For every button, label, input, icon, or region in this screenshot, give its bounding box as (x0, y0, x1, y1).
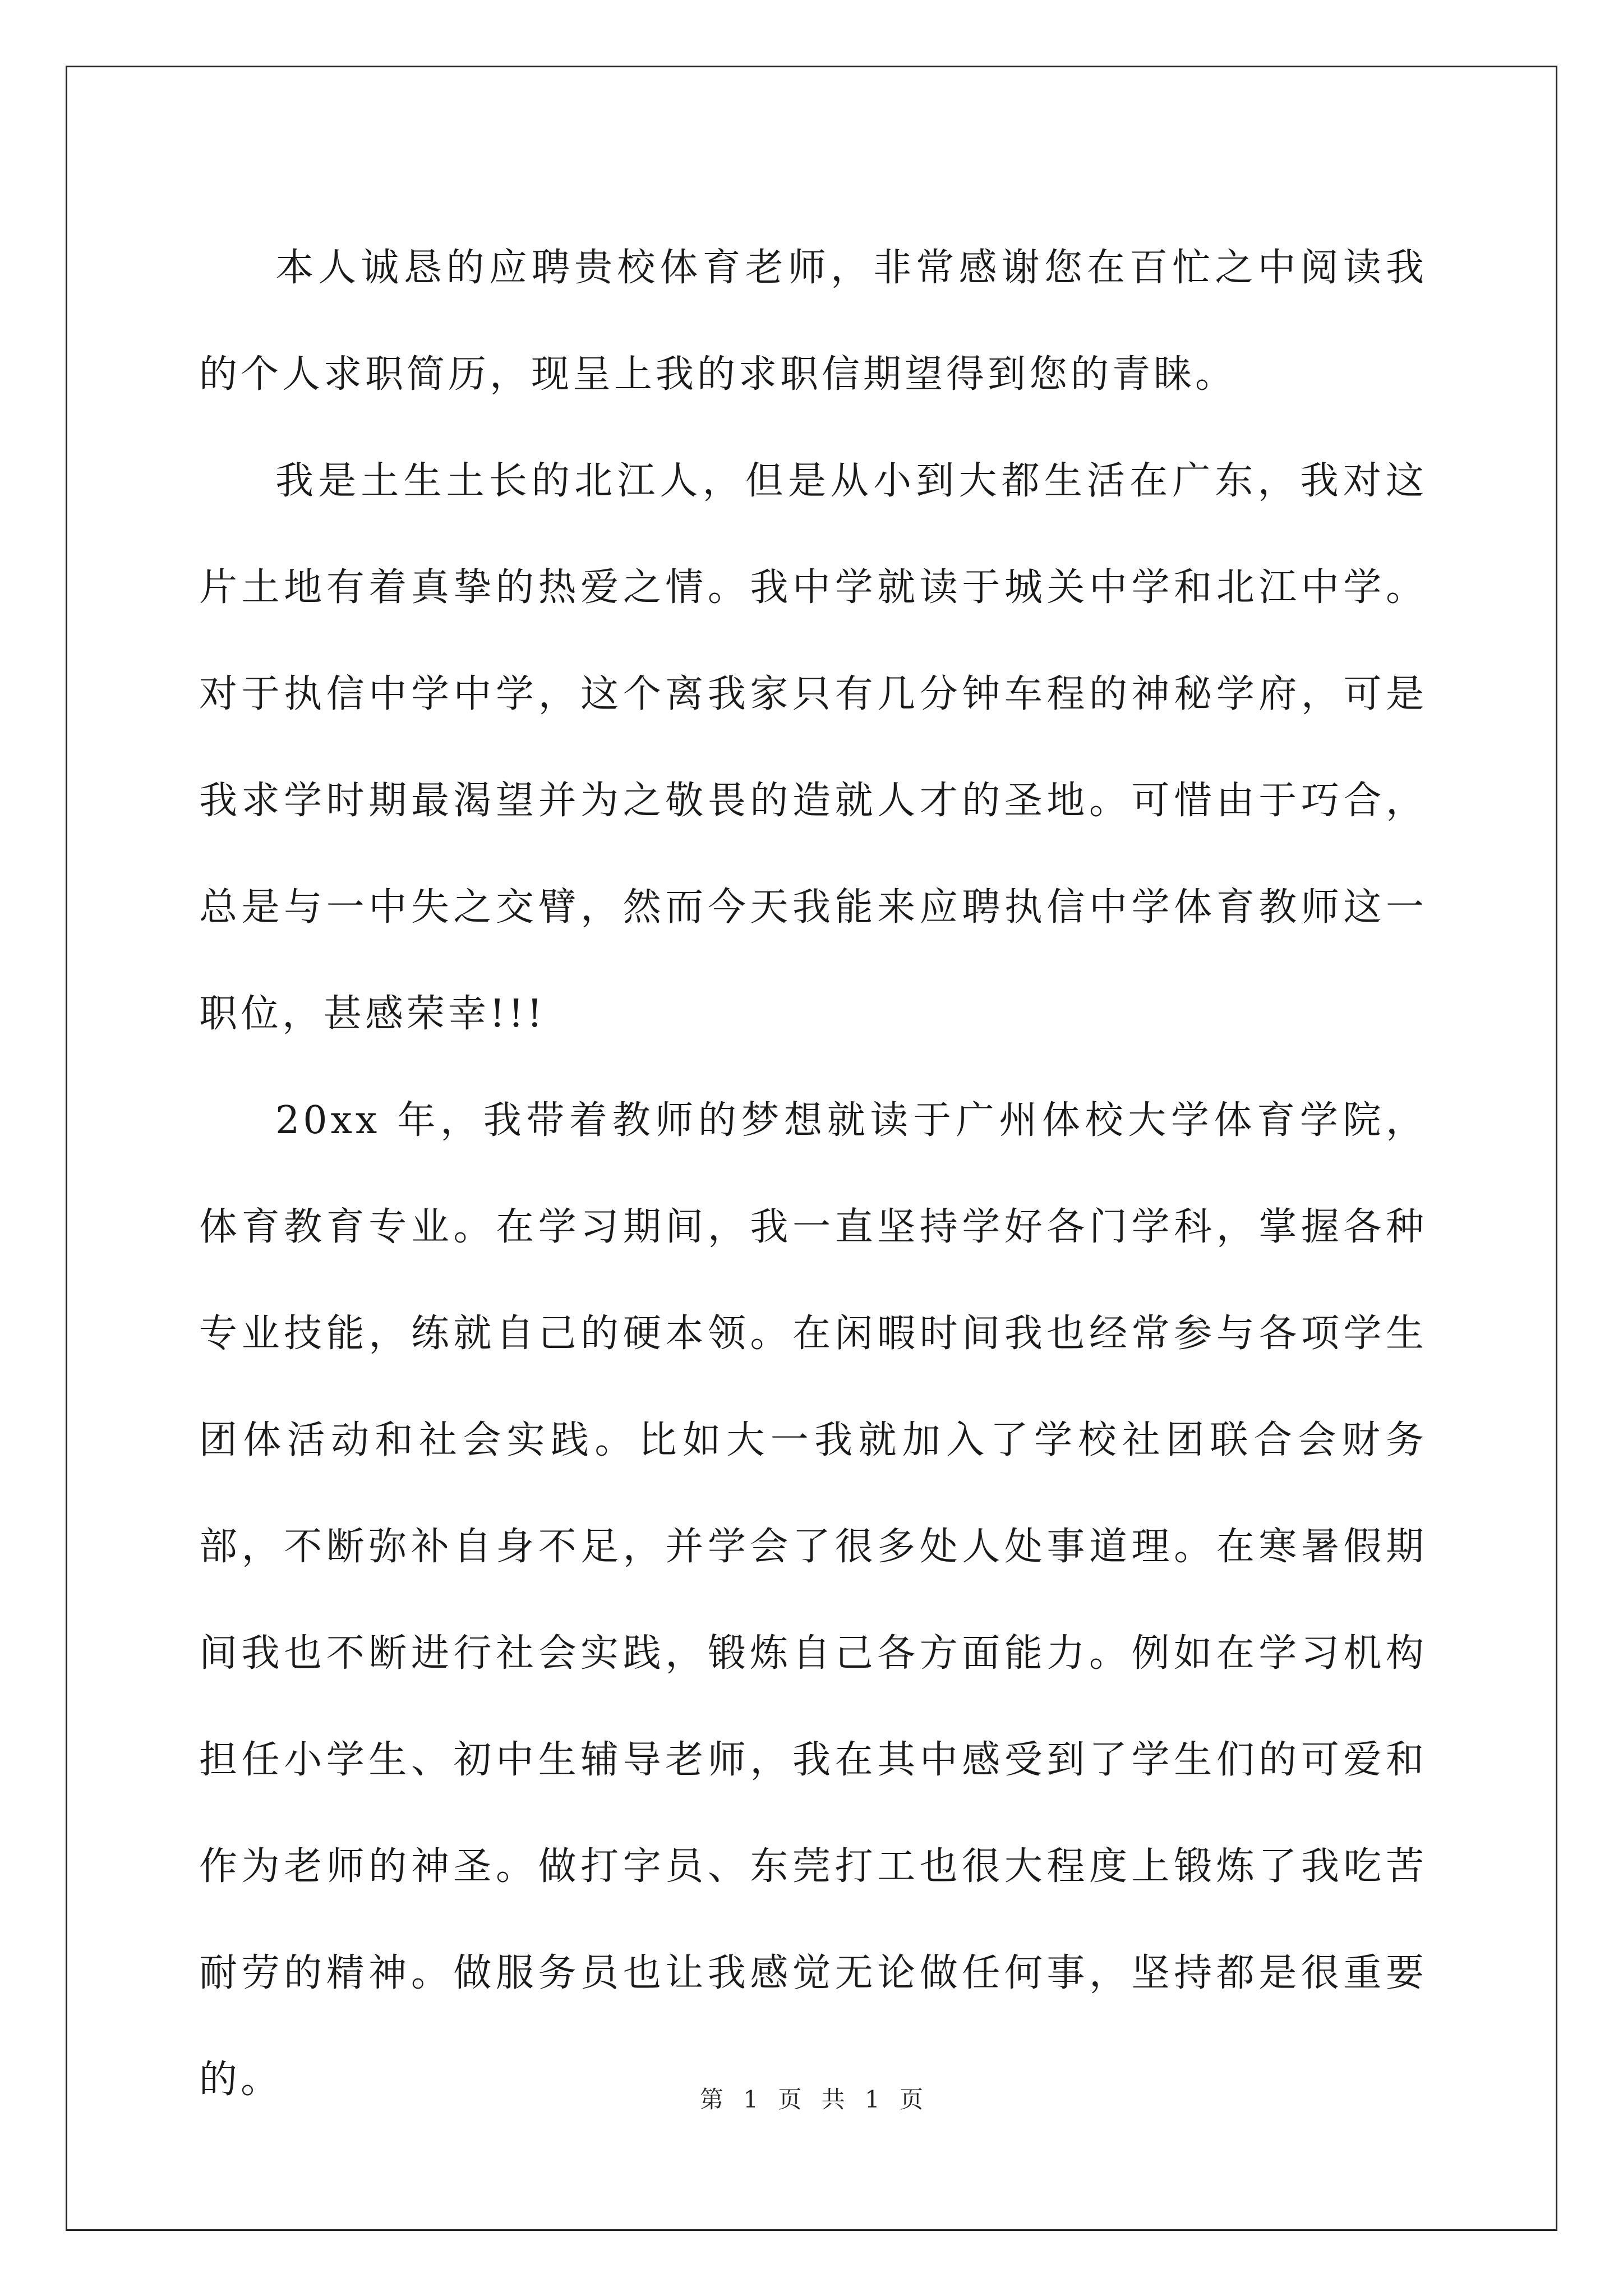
page-number-footer: 第 1 页 共 1 页 (699, 2086, 924, 2113)
paragraph-education: 20xx 年，我带着教师的梦想就读于广州体校大学体育学院，体育教育专业。在学习期间，我一直坚持学好各门学科，掌握各种专业技能，练就自己的硬本领。在闲暇时间我也经常参与各项学生团体活动和社会实践。比如大一我就加入了学校社团联合会财务部，不断弥补自身不足，并学会了很多处人处事道理。在寒暑假期间我也不断进行社会实践，锻炼自己各方面能力。例如在学习机构担任小学生、初中生辅导老师，我在其中感受到了学生们的可爱和作为老师的神圣。做打字员、东莞打工也很大程度上锻炼了我吃苦耐劳的精神。做服务员也让我感觉无论做任何事，坚持都是很重要的。 (199, 1098, 1427, 2102)
paragraph-background: 我是土生土长的北江人，但是从小到大都生活在广东，我对这片土地有着真挚的热爱之情。我中学就读于城关中学和北江中学。对于执信中学中学，这个离我家只有几分钟车程的神秘学府，可是我求学时期最渴望并为之敬畏的造就人才的圣地。可惜由于巧合，总是与一中失之交臂，然而今天我能来应聘执信中学体育教师这一职位，甚感荣幸!!! (199, 459, 1427, 1036)
paragraph-intro: 本人诚恳的应聘贵校体育老师，非常感谢您在百忙之中阅读我的个人求职简历，现呈上我的求职信期望得到您的青睐。 (199, 246, 1427, 397)
